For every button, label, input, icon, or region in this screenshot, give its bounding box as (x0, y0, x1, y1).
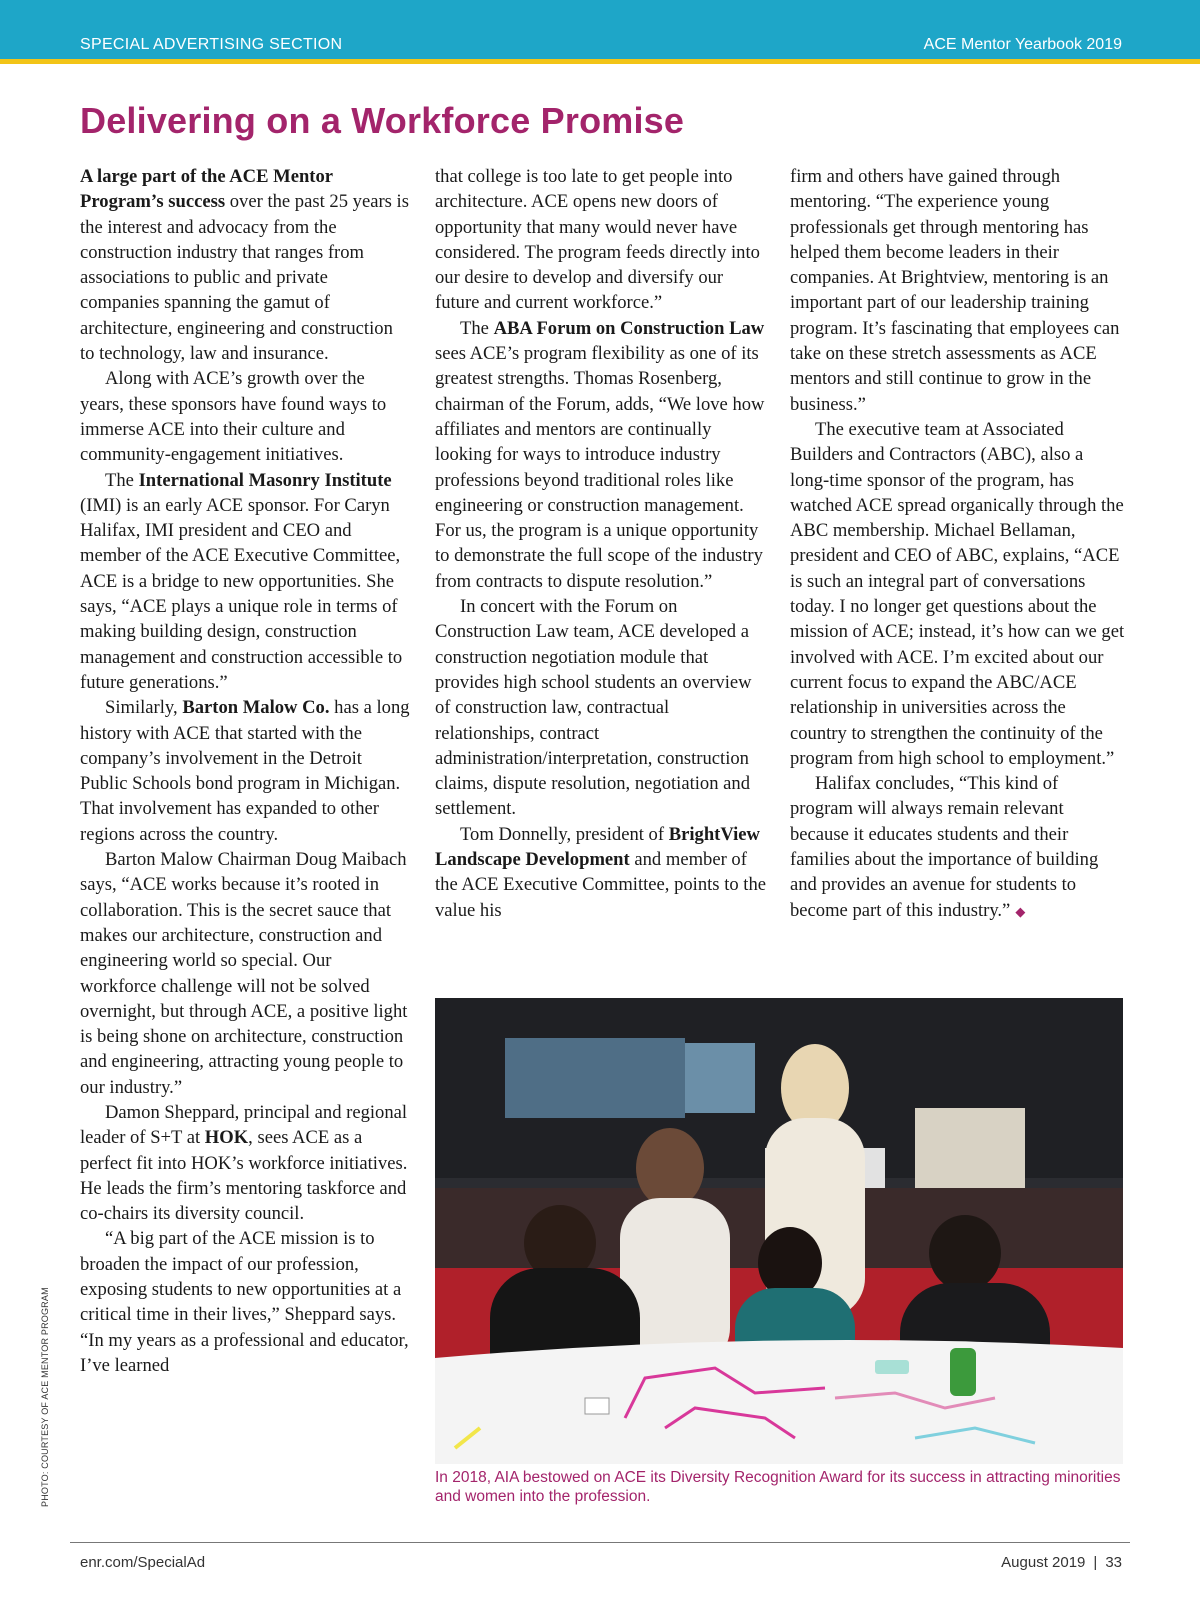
paragraph-text: Tom Donnelly, president of (460, 823, 669, 845)
article-photo (435, 998, 1123, 1464)
footer-separator: | (1093, 1554, 1098, 1571)
paragraph: that college is too late to get people into architecture. ACE opens new doors of opportunity that many would never have considered. The program feeds directly into our desire to develop and diversify our future and current workforce.” (435, 166, 760, 314)
footer-url: enr.com/SpecialAd (80, 1554, 206, 1571)
paragraph-text: sees ACE’s program flexibility as one of its greatest strengths. Thomas Rosenberg, chairman of the Forum, adds, “We love how affiliates and mentors are continually looking for ways to introduce industry professions beyond traditional roles like engineering or construction management. For us, the program is a unique opportunity to demonstrate the full scope of the industry from contracts to dispute resolution.” (435, 343, 765, 592)
paragraph-text: over the past 25 years is the interest and advocacy from the construction industry that ranges from associations to public and private companies spanning the gamut of architecture, engineering and construction to technology, law and insurance. (80, 191, 409, 365)
paragraph: “A big part of the ACE mission is to broaden the impact of our profession, exposing students to new opportunities at a critical time in their lives,” Sheppard says. “In my years as a professional and educator, I’ve learned (80, 1228, 409, 1376)
paragraph (80, 695, 410, 847)
article-column-1 (80, 164, 410, 1378)
students-at-table-illustration (435, 998, 1123, 1464)
sponsor-name: BrightView Landscape Development (435, 823, 760, 871)
paragraph-text: (IMI) is an early ACE sponsor. For Caryn Halifax, IMI president and CEO and member of the ACE Executive Committee, ACE is a bridge to new opportunities. She says, “ACE plays a unique role in terms of making building design, construction management and construction accessible to future generations.” (80, 494, 403, 693)
paragraph (435, 316, 770, 594)
paragraph-text: Halifax concludes, “This kind of program will always remain relevant because it educates students and their families about the importance of building and provides an avenue for students to become part of this industry.” (790, 773, 1099, 921)
paragraph-text: Damon Sheppard, principal and regional leader of S+T at (80, 1101, 408, 1149)
article-column-2 (435, 164, 770, 923)
paragraph: firm and others have gained through mentoring. “The experience young professionals get through mentoring has helped them become leaders in their companies. At Brightview, mentoring is an important part of our leadership training program. It’s fascinating that employees can take on these stretch assessments as ACE mentors and still continue to grow in the business.” (790, 166, 1120, 415)
paragraph: The executive team at Associated Builders and Contractors (ABC), also a long-time sponsor of the program, has watched ACE spread organically through the ABC membership. Michael Bellaman, president and CEO of ABC, explains, “ACE is such an integral part of conversations today. I no longer get questions about the mission of ACE; instead, it’s how can we get involved with ACE. I’m excited about our current focus to expand the ABC/ACE relationship in universities across the country to strengthen the continuity of the program from high school to employment.” (790, 418, 1125, 769)
footer-page-info (1001, 1554, 1122, 1571)
paragraph-text: The (105, 469, 139, 491)
sponsor-name: HOK (204, 1127, 249, 1149)
bold-lead: A large part of the ACE Mentor Program’s success (80, 166, 333, 213)
publication-name: ACE Mentor Yearbook 2019 (923, 36, 1122, 53)
header-bar (0, 0, 1200, 64)
article-column-3 (790, 164, 1125, 925)
paragraph-text: and member of the ACE Executive Committee, points to the value his (435, 849, 767, 921)
sponsor-name: International Masonry Institute (138, 469, 392, 491)
footer-rule (70, 1542, 1130, 1543)
page-number: 33 (1105, 1554, 1122, 1571)
photo-credit: PHOTO: COURTESY OF ACE MENTOR PROGRAM (40, 1287, 50, 1507)
section-label: SPECIAL ADVERTISING SECTION (80, 36, 343, 53)
paragraph-text: , sees ACE as a perfect fit into HOK’s workforce initiatives. He leads the firm’s mentoring taskforce and co-chairs its diversity council. (80, 1127, 408, 1225)
article-title: Delivering on a Workforce Promise (80, 100, 685, 141)
paragraph (435, 822, 770, 923)
paragraph: Barton Malow Chairman Doug Maibach says, “ACE works because it’s rooted in collaboration. This is the secret sauce that makes our architecture, construction and engineering world so special. Our workforce challenge will not be solved overnight, but through ACE, a positive light is being shone on architecture, construction and engineering, attracting young people to our industry.” (80, 849, 408, 1098)
paragraph-text: Similarly, (105, 697, 183, 719)
paragraph-text: The (460, 317, 494, 339)
paragraph (80, 468, 410, 696)
paragraph (80, 1100, 410, 1226)
photo-caption: In 2018, AIA bestowed on ACE its Diversity Recognition Award for its success in attracting minorities and women into the profession. (435, 1469, 1121, 1505)
sponsor-name: ABA Forum on Construction Law (493, 317, 765, 339)
sponsor-name: Barton Malow Co. (182, 697, 330, 719)
issue-date: August 2019 (1001, 1554, 1086, 1571)
paragraph: In concert with the Forum on Construction Law team, ACE developed a construction negotiation module that provides high school students an overview of construction law, contractual relationships, contract administration/interpretation, construction claims, dispute resolution, negotiation and settlement. (435, 596, 752, 820)
paragraph (80, 164, 410, 366)
diamond-end-icon: ◆ (1015, 904, 1026, 920)
paragraph (790, 771, 1125, 925)
paragraph-text: has a long history with ACE that started with the company’s involvement in the Detroit Public Schools bond program in Michigan. That involvement has expanded to other regions across the country. (80, 697, 410, 845)
paragraph: Along with ACE’s growth over the years, these sponsors have found ways to immerse ACE into their culture and community-engagement initiatives. (80, 368, 387, 466)
